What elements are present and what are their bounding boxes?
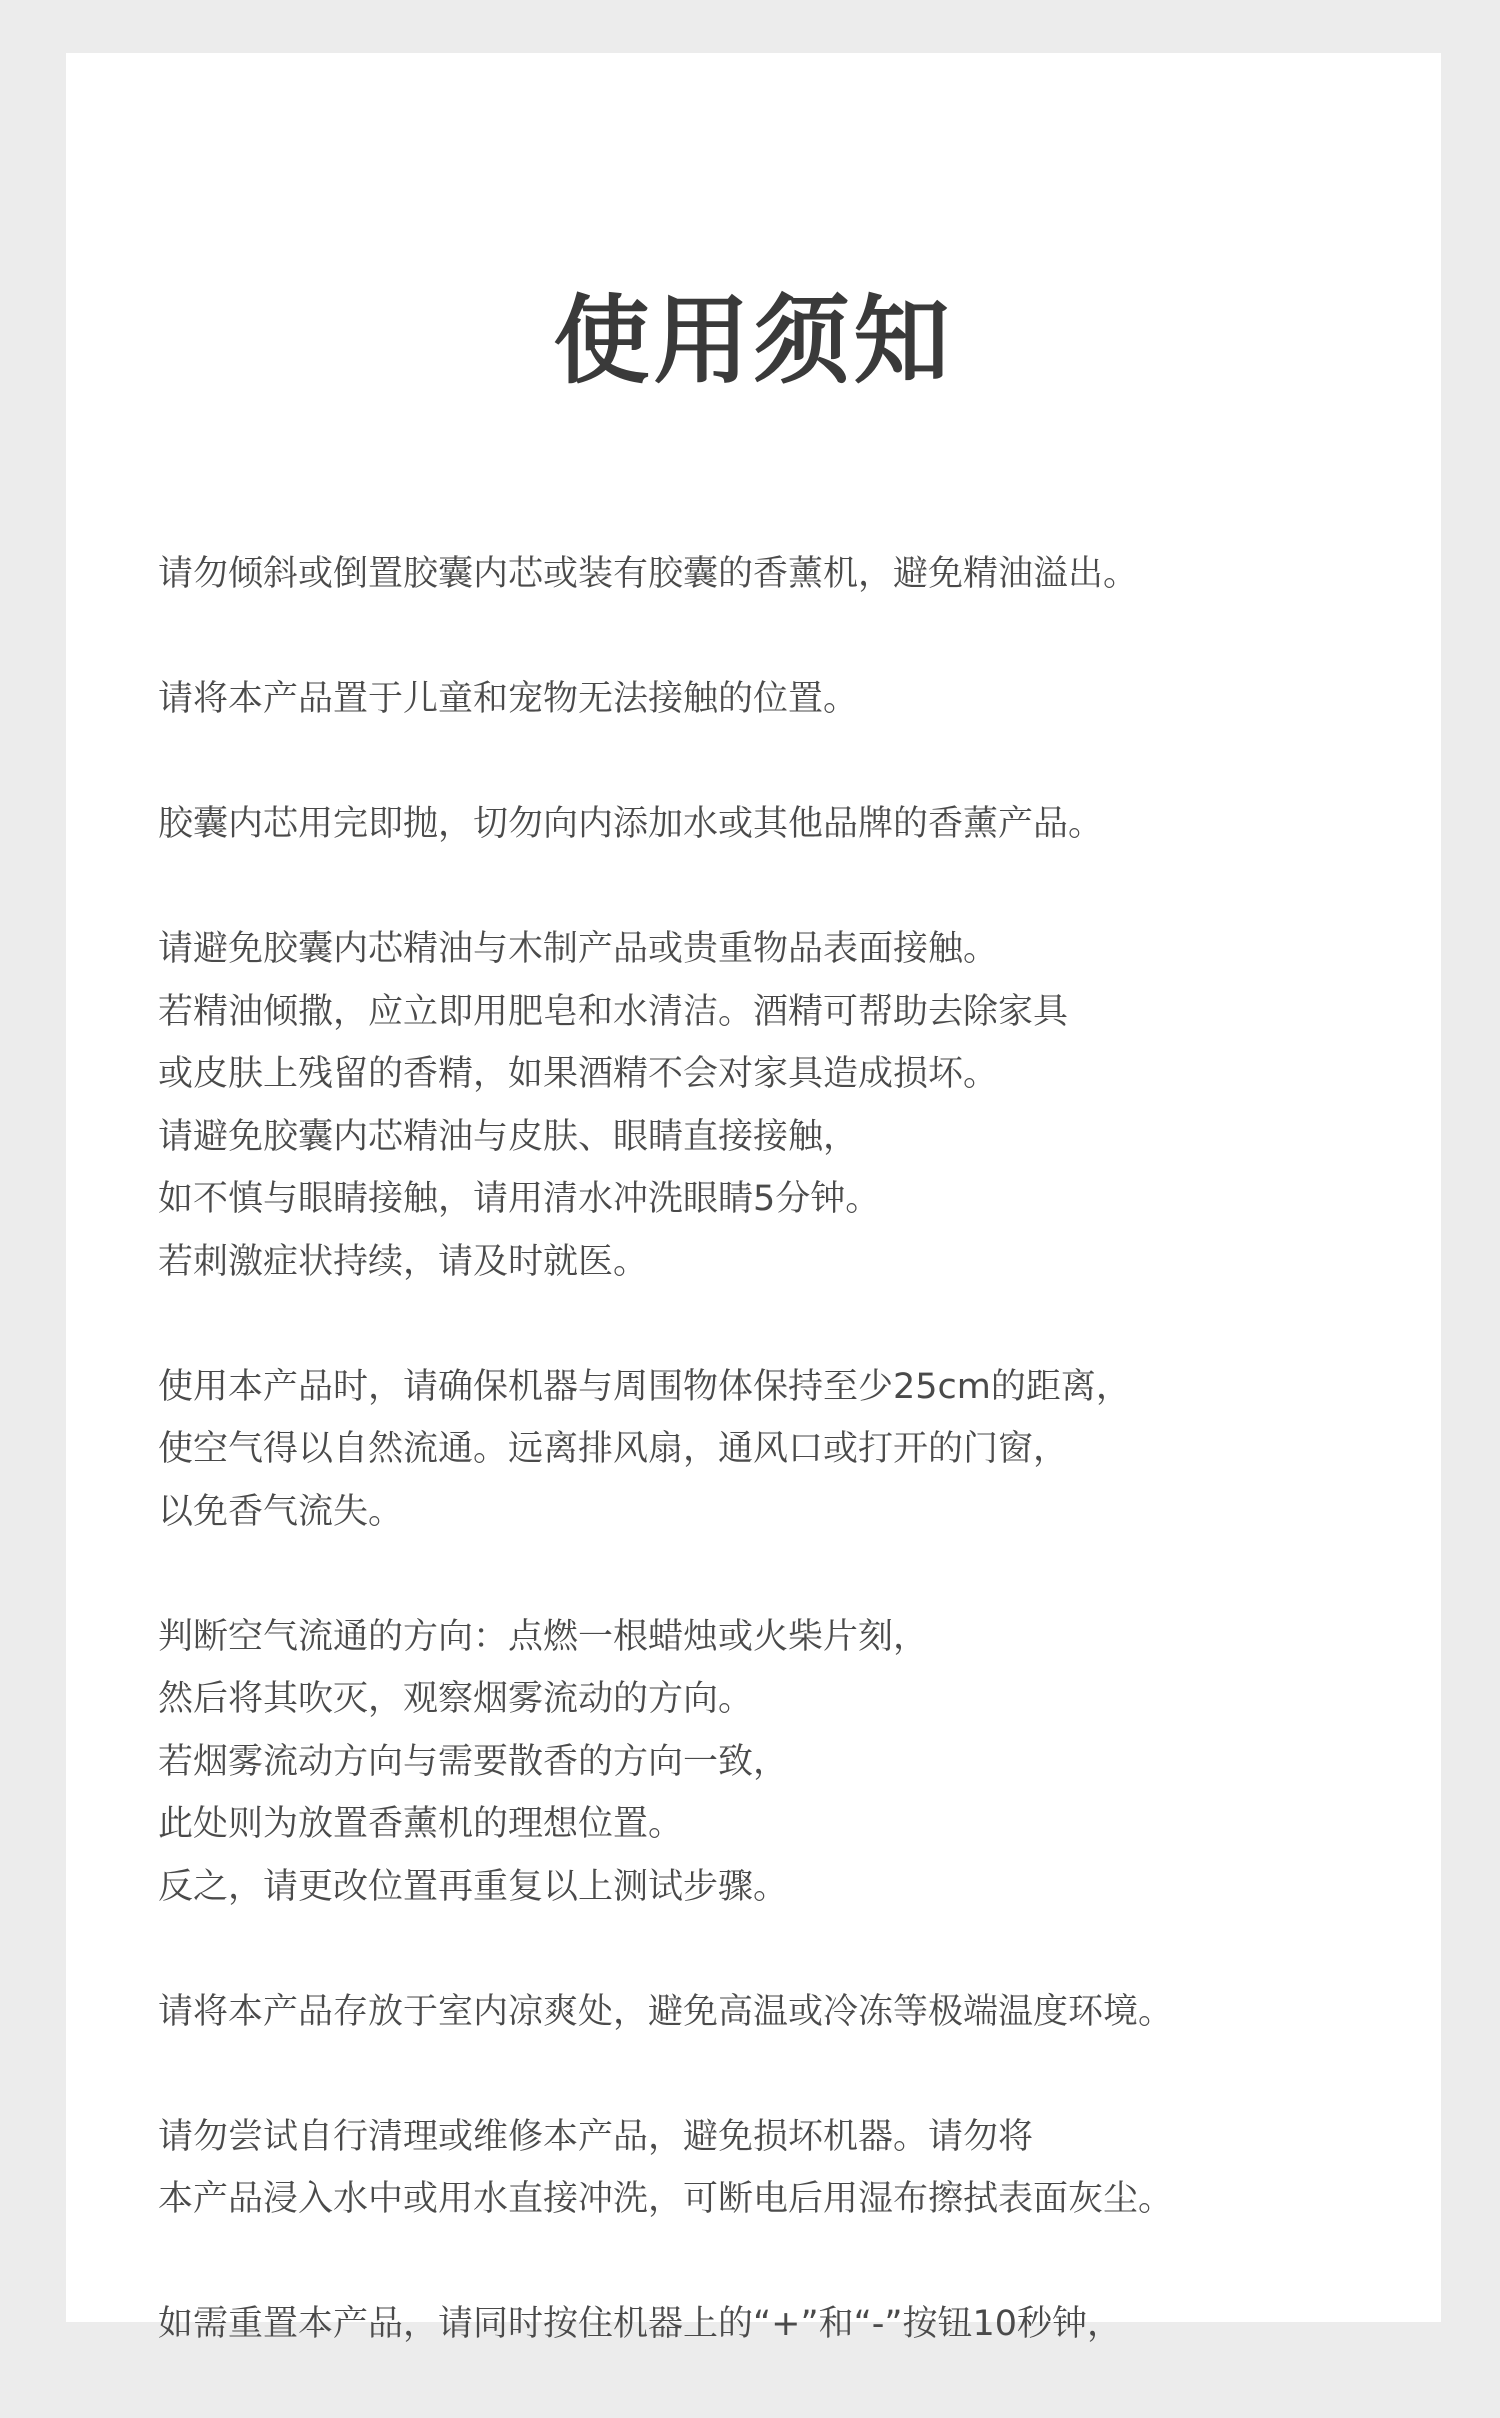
notice-card xyxy=(66,53,1441,2344)
notice-line: 若精油倾撒，应立即用肥皂和水清洁。酒精可帮助去除家具 xyxy=(158,991,1069,1032)
notice-line: 反之，请更改位置再重复以上测试步骤。 xyxy=(158,1866,789,1907)
notice-line: 此处则为放置香薰机的理想位置。 xyxy=(158,1804,684,1844)
notice-content xyxy=(158,543,1398,2418)
notice-line: 若刺激症状持续，请及时就医。 xyxy=(158,1241,649,1282)
page-title: 使用须知 xyxy=(553,284,954,397)
notice-paragraph-2 xyxy=(158,668,1398,731)
notice-paragraph-7 xyxy=(158,1981,1398,2044)
notice-paragraph-3 xyxy=(158,793,1398,856)
notice-paragraph-5 xyxy=(158,1356,1398,1544)
notice-line: 请勿尝试自行清理或维修本产品，避免损坏机器。请勿将 xyxy=(158,2116,1034,2157)
notice-line: 判断空气流通的方向：点燃一根蜡烛或火柴片刻， xyxy=(158,1616,929,1657)
notice-line: 以免香气流失。 xyxy=(158,1491,404,1532)
notice-paragraph-1 xyxy=(158,543,1398,606)
notice-paragraph-4 xyxy=(158,918,1398,1293)
notice-line: 请将本产品存放于室内凉爽处，避免高温或冷冻等极端温度环境。 xyxy=(158,1991,1174,2032)
notice-line: 本产品浸入水中或用水直接冲洗，可断电后用湿布擦拭表面灰尘。 xyxy=(158,2179,1174,2219)
notice-line: 如不慎与眼睛接触，请用清水冲洗眼睛5分钟。 xyxy=(158,1179,881,1219)
notice-paragraph-6 xyxy=(158,1606,1398,1919)
notice-line: 请将本产品置于儿童和宠物无法接触的位置。 xyxy=(158,679,859,719)
notice-paragraph-9 xyxy=(158,2293,1398,2356)
notice-line: 如需重置本产品，请同时按住机器上的“+”和“-”按钮10秒钟， xyxy=(158,2304,1123,2344)
notice-line: 然后将其吹灭，观察烟雾流动的方向。 xyxy=(158,1679,754,1719)
notice-line: 若烟雾流动方向与需要散香的方向一致， xyxy=(158,1741,789,1782)
notice-paragraph-8 xyxy=(158,2106,1398,2231)
notice-line: 请勿倾斜或倒置胶囊内芯或装有胶囊的香薰机，避免精油溢出。 xyxy=(158,554,1139,594)
notice-line: 使空气得以自然流通。远离排风扇，通风口或打开的门窗， xyxy=(158,1429,1069,1469)
notice-line: 或皮肤上残留的香精，如果酒精不会对家具造成损坏。 xyxy=(158,1054,999,1094)
notice-line: 请避免胶囊内芯精油与皮肤、眼睛直接接触， xyxy=(158,1116,859,1157)
notice-line: 请避免胶囊内芯精油与木制产品或贵重物品表面接触。 xyxy=(158,929,999,969)
notice-line: 使用本产品时，请确保机器与周围物体保持至少25cm的距离， xyxy=(158,1366,1131,1407)
notice-line: 胶囊内芯用完即抛，切勿向内添加水或其他品牌的香薰产品。 xyxy=(158,804,1104,844)
